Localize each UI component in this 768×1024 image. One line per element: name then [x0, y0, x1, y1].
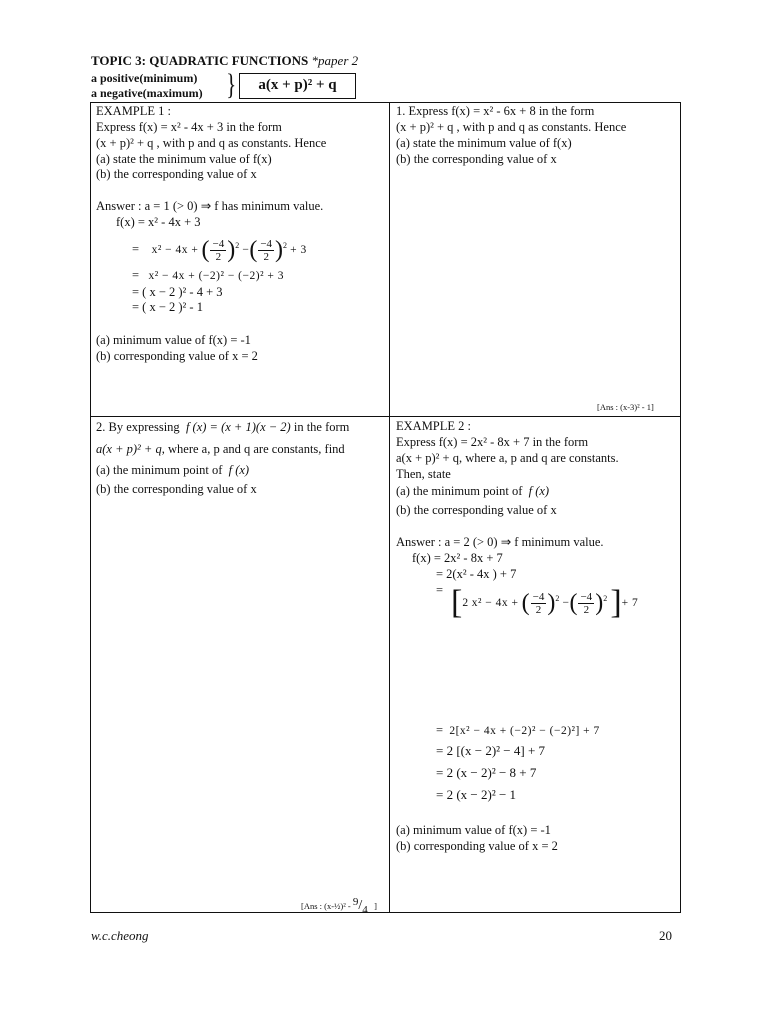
- negative-note: a negative(maximum): [91, 86, 203, 100]
- example-2-question-line: a(x + p)² + q, where a, p and q are constants.: [396, 451, 619, 465]
- column-divider: [389, 103, 390, 912]
- page-number: 20: [659, 928, 672, 943]
- question-2-answer: [Ans : (x-½)² - 9/4 ]: [301, 896, 377, 916]
- question-1-line: (x + p)² + q , with p and q as constants. Hence: [396, 120, 627, 134]
- example-1-part-b: (b) the corresponding value of x: [96, 167, 257, 181]
- question-1-line: 1. Express f(x) = x² - 6x + 8 in the form: [396, 104, 595, 118]
- example-2-step: = 2 (x − 2)² − 1: [436, 787, 517, 802]
- example-1-result-b: (b) corresponding value of x = 2: [96, 349, 258, 363]
- example-2-step: = 2(x² - 4x ) + 7: [436, 567, 517, 581]
- vertex-form-box: a(x + p)² + q: [239, 73, 356, 99]
- example-2-question-line: Express f(x) = 2x² - 8x + 7 in the form: [396, 435, 589, 449]
- question-1-part-a: (a) state the minimum value of f(x): [396, 136, 572, 150]
- example-1-step: = ( x − 2 )² - 4 + 3: [132, 285, 223, 299]
- example-1-part-a: (a) state the minimum value of f(x): [96, 152, 272, 166]
- example-1-question-line: (x + p)² + q , with p and q as constants. Hence: [96, 136, 327, 150]
- paper-note: *paper 2: [311, 53, 359, 68]
- row-divider: [91, 416, 680, 417]
- example-2-step-eq: =: [436, 583, 444, 597]
- example-2-step: f(x) = 2x² - 8x + 7: [412, 551, 503, 565]
- example-1-step-completing-square: = x² − 4x + ( $\frac{-4}{2}$ )$^2$ −( $\frac{-4}{2}$ )$^2$ + 3: [132, 237, 307, 264]
- example-1-heading: EXAMPLE 1 :: [96, 104, 171, 118]
- question-2-line: 2. By expressing f (x) = (x + 1)(x − 2) in the form: [96, 420, 350, 434]
- example-2-part-a: (a) the minimum point of f (x): [396, 484, 550, 498]
- example-2-result-a: (a) minimum value of f(x) = -1: [396, 823, 551, 837]
- example-1-step: = ( x − 2 )² - 1: [132, 300, 203, 314]
- example-2-step: = 2 (x − 2)² − 8 + 7: [436, 765, 537, 780]
- example-2-step: = 2[x² − 4x + (−2)² − (−2)²] + 7: [436, 723, 600, 737]
- example-1-question-line: Express f(x) = x² - 4x + 3 in the form: [96, 120, 282, 134]
- example-2-answer-intro: Answer : a = 2 (> 0) ⇒ f minimum value.: [396, 535, 604, 549]
- brace-symbol: }: [226, 68, 237, 101]
- example-2-part-b: (b) the corresponding value of x: [396, 503, 557, 517]
- question-1-part-b: (b) the corresponding value of x: [396, 152, 557, 166]
- question-2-line: a(x + p)² + q, where a, p and q are constants, find: [96, 442, 345, 456]
- question-2-part-a: (a) the minimum point of f (x): [96, 463, 250, 477]
- example-1-step: = x² − 4x + (−2)² − (−2)² + 3: [132, 268, 285, 282]
- example-2-result-b: (b) corresponding value of x = 2: [396, 839, 558, 853]
- example-2-step: = 2 [(x − 2)² − 4] + 7: [436, 743, 546, 758]
- example-1-answer-intro: Answer : a = 1 (> 0) ⇒ f has minimum value.: [96, 199, 324, 213]
- example-2-heading: EXAMPLE 2 :: [396, 419, 471, 433]
- question-2-part-b: (b) the corresponding value of x: [96, 482, 257, 496]
- topic-title: TOPIC 3: QUADRATIC FUNCTIONS *paper 2: [91, 53, 359, 68]
- author-footer: w.c.cheong: [91, 928, 149, 943]
- example-2-step-completing-square: [2 x² − 4x + ( $\frac{-4}{2}$ )$^2$ −( $\frac{-4}{2}$ )$^2$ ]+ 7: [451, 584, 639, 622]
- example-2-question-line: Then, state: [396, 467, 451, 481]
- positive-note: a positive(minimum): [91, 71, 198, 85]
- worksheet-grid: [90, 102, 681, 916]
- question-1-answer: [Ans : (x-3)² - 1]: [597, 402, 654, 412]
- example-1-step: f(x) = x² - 4x + 3: [116, 215, 201, 229]
- example-1-result-a: (a) minimum value of f(x) = -1: [96, 333, 251, 347]
